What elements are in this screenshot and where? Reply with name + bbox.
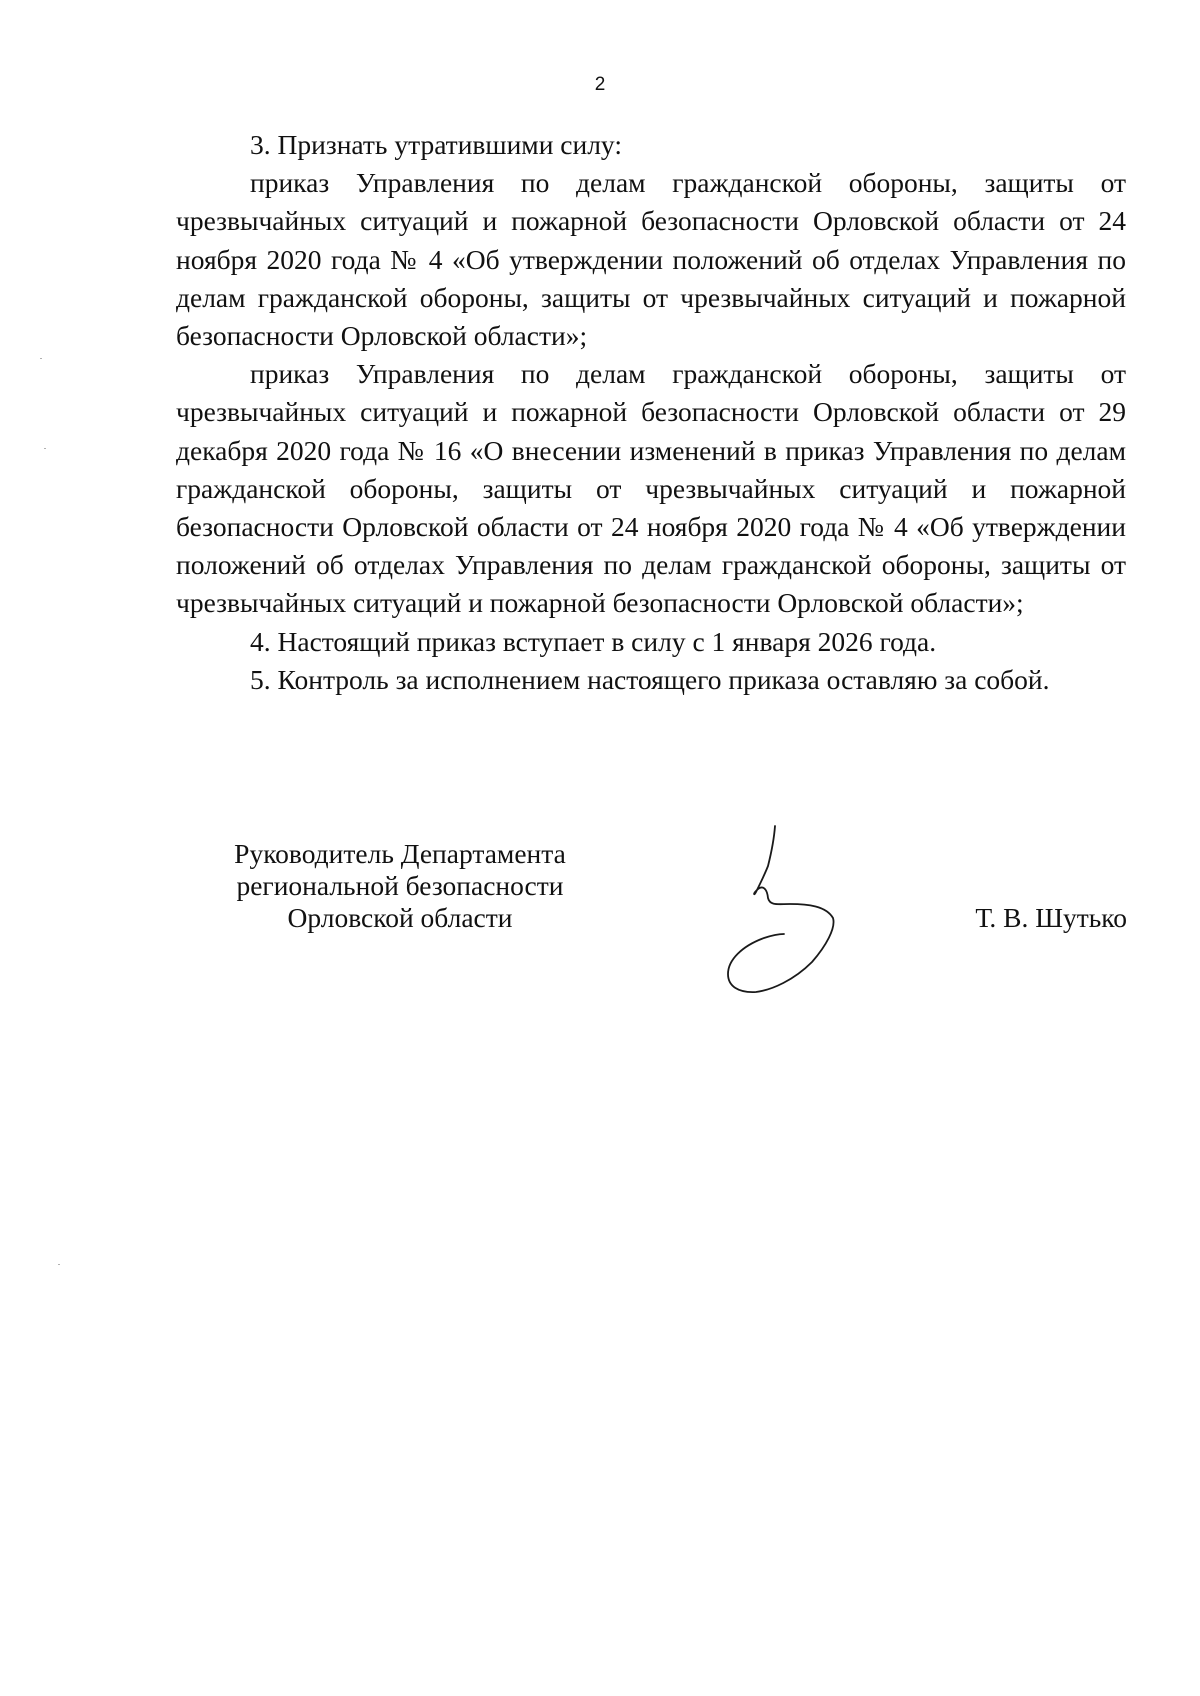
signer-position-line: региональной безопасности — [236, 870, 564, 901]
paragraph-item-3: 3. Признать утратившими силу: — [250, 129, 622, 160]
paragraph-revoked-order-2: приказ Управления по делам гражданской обороны, защиты от чрезвычайных ситуаций и пожарной безопасности Орловской области от 29 декабря 2020 года № 16 «О внесении изменений в приказ Управления по делам гражданской обороны, защиты от чрезвычайных ситуаций и пожарной безопасности Орловской области от 24 ноября 2020 года № 4 «Об утверждении положений об отделах Управления по делам гражданской обороны, защиты от чрезвычайных ситуаций и пожарной безопасности Орловской области»; — [176, 358, 1126, 619]
paragraph-revoked-order-1: приказ Управления по делам гражданской обороны, защиты от чрезвычайных ситуаций и пожарной безопасности Орловской области от 24 ноября 2020 года № 4 «Об утверждении положений об отделах Управления по делам гражданской обороны, защиты от чрезвычайных ситуаций и пожарной безопасности Орловской области»; — [176, 167, 1126, 352]
signer-position-line: Орловской области — [287, 902, 513, 933]
page-number: 2 — [594, 74, 606, 95]
signer-position — [190, 838, 610, 934]
signer-position-line: Руководитель Департамента — [234, 838, 566, 869]
signer-name: Т. В. Шутько — [975, 902, 1127, 933]
paragraph-item-4: 4. Настоящий приказ вступает в силу с 1 января 2026 года. — [250, 625, 937, 657]
paragraph-item-5: 5. Контроль за исполнением настоящего приказа оставляю за собой. — [250, 663, 1050, 695]
scan-speck — [40, 358, 42, 359]
handwritten-signature — [690, 820, 860, 1000]
scan-speck — [44, 448, 46, 449]
document-body — [176, 126, 1126, 699]
signature-stroke — [728, 826, 834, 992]
scan-speck — [58, 1264, 60, 1265]
